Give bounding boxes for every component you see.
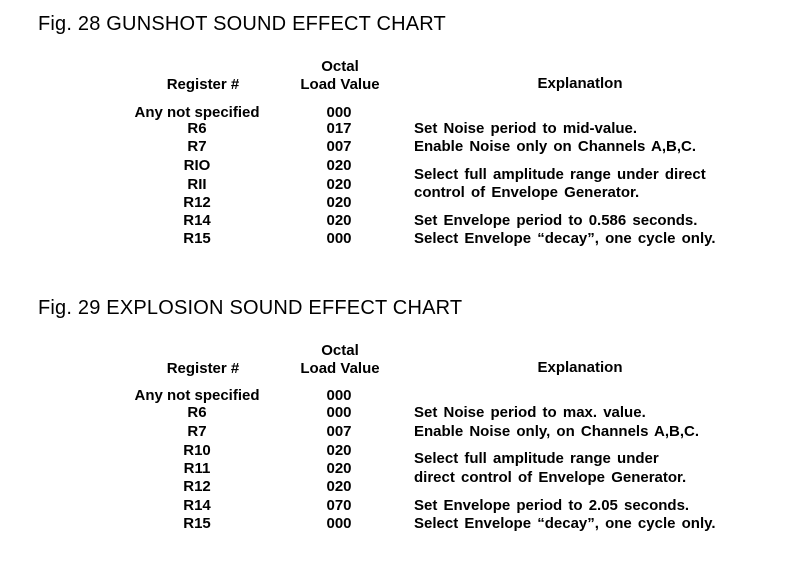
table-row <box>0 423 785 441</box>
register-cell: R11 <box>183 460 211 477</box>
fig29-octal-header-line2: Load Value <box>300 360 380 377</box>
value-cell: 020 <box>326 478 352 495</box>
table-row <box>0 176 785 201</box>
value-cell: 020 <box>326 194 352 211</box>
explanation-cell: Set Envelope period to 0.586 seconds. <box>414 212 698 229</box>
value-cell: 007 <box>326 138 352 155</box>
table-row <box>0 120 785 138</box>
register-cell: R6 <box>187 120 207 137</box>
fig28-register-header: Register # <box>166 76 240 93</box>
register-cell: R14 <box>183 212 211 229</box>
fig29-register-header: Register # <box>166 360 240 377</box>
value-cell: 017 <box>326 120 352 137</box>
value-cell: 000 <box>326 387 352 404</box>
register-cell: R12 <box>183 478 211 495</box>
value-cell: 000 <box>326 404 352 421</box>
register-cell: R14 <box>183 497 211 514</box>
table-row <box>0 404 785 422</box>
explanation-cell: Select Envelope “decay”, one cycle only. <box>414 230 716 247</box>
explanation-cell: control of Envelope Generator. <box>414 184 640 201</box>
value-cell: 000 <box>326 515 352 532</box>
register-cell: R7 <box>187 138 207 155</box>
table-row <box>0 515 785 533</box>
explanation-cell: Select full amplitude range under <box>414 450 659 467</box>
fig29-octal-header-line1: Octal <box>321 342 359 359</box>
value-cell: 020 <box>326 212 352 229</box>
register-cell: Any not specified <box>134 387 260 404</box>
register-cell: Any not specified <box>134 104 260 121</box>
table-row <box>0 497 785 515</box>
register-cell: R15 <box>183 515 211 532</box>
explanation-cell: Enable Noise only on Channels A,B,C. <box>414 138 696 155</box>
explanation-cell: Select Envelope “decay”, one cycle only. <box>414 515 716 532</box>
explanation-cell: Enable Noise only, on Channels A,B,C. <box>414 423 700 440</box>
value-cell: 020 <box>326 176 352 193</box>
value-cell: 020 <box>326 460 352 477</box>
table-row <box>0 478 785 496</box>
register-cell: RIO <box>183 157 211 174</box>
explanation-cell: direct control of Envelope Generator. <box>414 469 687 486</box>
table-row <box>0 212 785 230</box>
fig28-title: Fig. 28 GUNSHOT SOUND EFFECT CHART <box>38 13 446 35</box>
register-cell: RII <box>187 176 207 193</box>
explanation-cell: Set Envelope period to 2.05 seconds. <box>414 497 690 514</box>
table-row <box>0 387 785 405</box>
register-cell: R6 <box>187 404 207 421</box>
value-cell: 000 <box>326 230 352 247</box>
value-cell: 007 <box>326 423 352 440</box>
fig29-explanation-header: Explanation <box>537 359 623 376</box>
table-row <box>0 157 785 183</box>
register-cell: R10 <box>183 442 211 459</box>
explanation-cell: Select full amplitude range under direct <box>414 166 706 183</box>
fig28-octal-header-line2: Load Value <box>300 76 380 93</box>
value-cell: 020 <box>326 442 352 459</box>
fig29-title: Fig. 29 EXPLOSION SOUND EFFECT CHART <box>38 297 463 319</box>
fig28-explanation-header: Explanatlon <box>537 75 623 92</box>
table-row <box>0 442 785 467</box>
table-row <box>0 194 785 212</box>
explanation-cell: Set Noise period to mid-value. <box>414 120 638 137</box>
fig28-octal-header-line1: Octal <box>321 58 359 75</box>
value-cell: 020 <box>326 157 352 174</box>
register-cell: R7 <box>187 423 207 440</box>
table-row <box>0 138 785 156</box>
value-cell: 000 <box>326 104 352 121</box>
value-cell: 070 <box>326 497 352 514</box>
explanation-cell: Set Noise period to max. value. <box>414 404 646 421</box>
register-cell: R12 <box>183 194 211 211</box>
register-cell: R15 <box>183 230 211 247</box>
table-row <box>0 230 785 248</box>
table-row <box>0 460 785 486</box>
